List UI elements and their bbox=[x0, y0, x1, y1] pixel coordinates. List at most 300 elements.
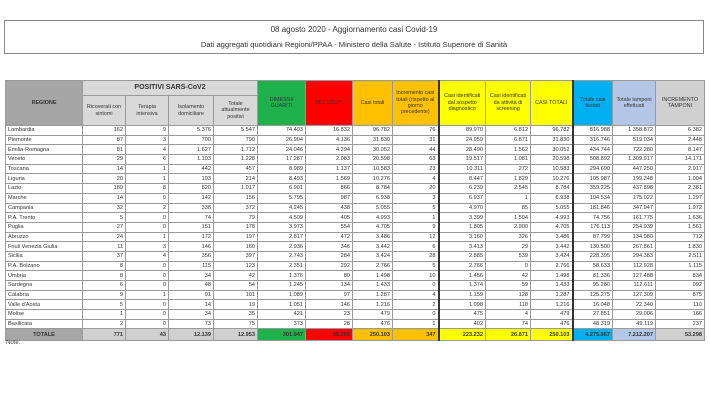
value-cell: 63 bbox=[393, 155, 439, 165]
value-cell: 476 bbox=[353, 319, 393, 329]
value-cell: 127.488 bbox=[613, 271, 656, 281]
value-cell: 373 bbox=[258, 319, 306, 329]
value-cell: 479 bbox=[353, 310, 393, 320]
value-cell: 166 bbox=[656, 310, 705, 320]
total-value-cell: 7.212.207 bbox=[613, 329, 656, 341]
value-cell: 1.498 bbox=[353, 271, 393, 281]
value-cell: 5 bbox=[83, 213, 126, 223]
value-cell: 12 bbox=[393, 232, 439, 242]
table-row bbox=[6, 232, 705, 242]
covid-regional-table bbox=[5, 80, 705, 341]
value-cell: 447.250 bbox=[613, 164, 656, 174]
value-cell: 28 bbox=[306, 319, 353, 329]
value-cell: 48 bbox=[169, 281, 214, 291]
value-cell: 8.447 bbox=[439, 174, 486, 184]
value-cell: 866 bbox=[306, 184, 353, 194]
value-cell: 228.395 bbox=[573, 251, 613, 261]
table-row bbox=[6, 271, 705, 281]
value-cell: 356 bbox=[169, 251, 214, 261]
col-header-ricoverati: Ricoverati con sintomi bbox=[83, 96, 126, 126]
table-row bbox=[6, 126, 705, 136]
value-cell: 992 bbox=[656, 281, 705, 291]
value-cell: 14 bbox=[169, 300, 214, 310]
value-cell: 1.562 bbox=[486, 145, 531, 155]
value-cell: 3 bbox=[126, 135, 169, 145]
value-cell: 127.309 bbox=[613, 290, 656, 300]
total-value-cell: 35.205 bbox=[306, 329, 353, 341]
value-cell: 74.403 bbox=[258, 126, 306, 136]
total-value-cell: 53.298 bbox=[656, 329, 705, 341]
value-cell: 1.712 bbox=[214, 145, 258, 155]
value-cell: 0 bbox=[126, 271, 169, 281]
value-cell: 2 bbox=[393, 300, 439, 310]
value-cell: 162 bbox=[83, 126, 126, 136]
value-cell: 178 bbox=[214, 222, 258, 232]
region-name-cell: P.A. Trento bbox=[6, 213, 83, 223]
value-cell: 1.374 bbox=[439, 281, 486, 291]
total-value-cell: 771 bbox=[83, 329, 126, 341]
value-cell: 294.690 bbox=[573, 164, 613, 174]
value-cell: 199.248 bbox=[613, 174, 656, 184]
value-cell: 442 bbox=[169, 164, 214, 174]
value-cell: 712 bbox=[656, 232, 705, 242]
value-cell: 1.569 bbox=[306, 174, 353, 184]
value-cell: 2.511 bbox=[656, 251, 705, 261]
value-cell: 2.900 bbox=[486, 222, 531, 232]
region-name-cell: Emilia-Romagna bbox=[6, 145, 83, 155]
value-cell: 0 bbox=[126, 213, 169, 223]
value-cell: 42 bbox=[214, 271, 258, 281]
value-cell: 160 bbox=[214, 242, 258, 252]
value-cell: 5 bbox=[393, 203, 439, 213]
value-cell: 8 bbox=[126, 184, 169, 194]
value-cell: 397 bbox=[214, 251, 258, 261]
value-cell: 816.988 bbox=[573, 126, 613, 136]
value-cell: 3.160 bbox=[439, 232, 486, 242]
value-cell: 4 bbox=[126, 251, 169, 261]
value-cell: 3.486 bbox=[531, 232, 573, 242]
value-cell: 81.336 bbox=[573, 271, 613, 281]
value-cell: 479 bbox=[531, 310, 573, 320]
value-cell: 29 bbox=[83, 155, 126, 165]
value-cell: 434.744 bbox=[573, 145, 613, 155]
col-header-totale-positivi: Totale attualmente positivi bbox=[214, 96, 258, 126]
value-cell: 6.382 bbox=[656, 126, 705, 136]
value-cell: 112.611 bbox=[613, 281, 656, 291]
col-header-deceduti: DECEDUTI bbox=[306, 81, 353, 126]
value-cell: 74 bbox=[169, 213, 214, 223]
value-cell: 125.275 bbox=[573, 290, 613, 300]
region-name-cell: Calabria bbox=[6, 290, 83, 300]
value-cell: 8 bbox=[83, 261, 126, 271]
col-header-screening: Casi identificati da attività di screening bbox=[486, 81, 531, 126]
value-cell: 118 bbox=[486, 300, 531, 310]
value-cell: 1.193 bbox=[169, 155, 214, 165]
value-cell: 1.376 bbox=[258, 271, 306, 281]
value-cell: 44 bbox=[393, 145, 439, 155]
value-cell: 181.846 bbox=[573, 203, 613, 213]
value-cell: 1 bbox=[83, 310, 126, 320]
table-row bbox=[6, 155, 705, 165]
group-header-positivi: POSITIVI SARS-CoV2 bbox=[83, 81, 258, 96]
table-body bbox=[6, 126, 705, 341]
value-cell: 2.917 bbox=[656, 164, 705, 174]
value-cell: 1 bbox=[393, 213, 439, 223]
value-cell: 316.746 bbox=[573, 135, 613, 145]
total-value-cell: 26.871 bbox=[486, 329, 531, 341]
value-cell: 1.287 bbox=[353, 290, 393, 300]
value-cell: 146 bbox=[306, 300, 353, 310]
value-cell: 1.805 bbox=[439, 222, 486, 232]
value-cell: 4.136 bbox=[306, 135, 353, 145]
value-cell: 1.297 bbox=[656, 193, 705, 203]
value-cell: 292 bbox=[306, 261, 353, 271]
value-cell: 14.171 bbox=[656, 155, 705, 165]
table-row bbox=[6, 193, 705, 203]
value-cell: 29 bbox=[486, 242, 531, 252]
value-cell: 987 bbox=[306, 193, 353, 203]
value-cell: 421 bbox=[258, 310, 306, 320]
total-value-cell: 12.139 bbox=[169, 329, 214, 341]
value-cell: 10 bbox=[393, 271, 439, 281]
value-cell: 59 bbox=[486, 281, 531, 291]
value-cell: 175.022 bbox=[613, 193, 656, 203]
value-cell: 6.938 bbox=[531, 193, 573, 203]
value-cell: 4 bbox=[393, 290, 439, 300]
value-cell: 1.004 bbox=[656, 174, 705, 184]
total-label-cell: TOTALE bbox=[6, 329, 83, 341]
table-row bbox=[6, 164, 705, 174]
value-cell: 8 bbox=[83, 271, 126, 281]
value-cell: 189 bbox=[83, 184, 126, 194]
value-cell: 1.287 bbox=[531, 290, 573, 300]
value-cell: 105.987 bbox=[573, 174, 613, 184]
col-header-casi-totali-2: CASI TOTALI bbox=[531, 81, 573, 126]
value-cell: 338 bbox=[169, 203, 214, 213]
value-cell: 85 bbox=[486, 203, 531, 213]
value-cell: 176.113 bbox=[573, 222, 613, 232]
table-row bbox=[6, 319, 705, 329]
total-value-cell: 201.947 bbox=[258, 329, 306, 341]
value-cell: 23 bbox=[306, 310, 353, 320]
value-cell: 14 bbox=[83, 193, 126, 203]
value-cell: 0 bbox=[393, 281, 439, 291]
value-cell: 87.799 bbox=[573, 232, 613, 242]
value-cell: 1 bbox=[126, 164, 169, 174]
value-cell: 1.433 bbox=[353, 281, 393, 291]
value-cell: 1 bbox=[126, 232, 169, 242]
value-cell: 28.490 bbox=[439, 145, 486, 155]
value-cell: 6.812 bbox=[486, 126, 531, 136]
total-row bbox=[6, 329, 705, 341]
region-name-cell: Molise bbox=[6, 310, 83, 320]
table-row bbox=[6, 135, 705, 145]
value-cell: 3 bbox=[393, 193, 439, 203]
region-name-cell: Lombardia bbox=[6, 126, 83, 136]
value-cell: 5.055 bbox=[353, 203, 393, 213]
value-cell: 6.938 bbox=[353, 193, 393, 203]
value-cell: 820 bbox=[169, 184, 214, 194]
value-cell: 24 bbox=[83, 232, 126, 242]
value-cell: 123 bbox=[214, 261, 258, 271]
note-label: Note: bbox=[6, 340, 21, 346]
value-cell: 17.287 bbox=[258, 155, 306, 165]
total-value-cell: 223.232 bbox=[439, 329, 486, 341]
value-cell: 4.705 bbox=[353, 222, 393, 232]
value-cell: 104.534 bbox=[573, 193, 613, 203]
value-cell: 2.766 bbox=[353, 261, 393, 271]
value-cell: 20.598 bbox=[531, 155, 573, 165]
col-header-incremento-casi: Incremento casi totali (rispetto al giorno precedente) bbox=[393, 81, 439, 126]
value-cell: 1.627 bbox=[169, 145, 214, 155]
value-cell: 5.055 bbox=[531, 203, 573, 213]
value-cell: 34 bbox=[169, 310, 214, 320]
value-cell: 3.442 bbox=[531, 242, 573, 252]
value-cell: 20 bbox=[393, 184, 439, 194]
value-cell: 1 bbox=[393, 319, 439, 329]
value-cell: 2 bbox=[83, 319, 126, 329]
value-cell: 214 bbox=[214, 174, 258, 184]
value-cell: 2.936 bbox=[258, 242, 306, 252]
value-cell: 3.399 bbox=[439, 213, 486, 223]
region-name-cell: Toscana bbox=[6, 164, 83, 174]
value-cell: 2.743 bbox=[258, 251, 306, 261]
value-cell: 437.898 bbox=[613, 184, 656, 194]
col-header-dimessi-guariti: DIMESSI/ GUARITI bbox=[258, 81, 306, 126]
value-cell: 9 bbox=[126, 126, 169, 136]
value-cell: 0 bbox=[393, 310, 439, 320]
value-cell: 1.830 bbox=[656, 242, 705, 252]
value-cell: 1 bbox=[126, 174, 169, 184]
value-cell: 3.973 bbox=[258, 222, 306, 232]
table-row bbox=[6, 310, 705, 320]
col-header-casi-testati: Totale casi testati bbox=[573, 81, 613, 126]
region-name-cell: Valle d'Aosta bbox=[6, 300, 83, 310]
value-cell: 24.959 bbox=[439, 135, 486, 145]
value-cell: 5.376 bbox=[169, 126, 214, 136]
value-cell: 6.901 bbox=[258, 184, 306, 194]
value-cell: 476 bbox=[531, 319, 573, 329]
value-cell: 1.829 bbox=[486, 174, 531, 184]
col-header-terapia-intensiva: Terapia intensiva bbox=[126, 96, 169, 126]
value-cell: 1.498 bbox=[531, 271, 573, 281]
value-cell: 34 bbox=[169, 271, 214, 281]
value-cell: 457 bbox=[214, 164, 258, 174]
value-cell: 6 bbox=[83, 281, 126, 291]
value-cell: 8.784 bbox=[353, 184, 393, 194]
value-cell: 11 bbox=[83, 242, 126, 252]
region-name-cell: Sardegna bbox=[6, 281, 83, 291]
value-cell: 1.636 bbox=[656, 213, 705, 223]
value-cell: 4 bbox=[486, 310, 531, 320]
col-header-incremento-tamponi: INCREMENTO TAMPONI bbox=[656, 81, 705, 126]
region-name-cell: Lazio bbox=[6, 184, 83, 194]
value-cell: 81 bbox=[83, 145, 126, 155]
value-cell: 4.245 bbox=[258, 203, 306, 213]
value-cell: 1.216 bbox=[531, 300, 573, 310]
value-cell: 2.448 bbox=[656, 135, 705, 145]
value-cell: 272 bbox=[486, 164, 531, 174]
value-cell: 19.517 bbox=[439, 155, 486, 165]
value-cell: 2.885 bbox=[439, 251, 486, 261]
value-cell: 146 bbox=[169, 242, 214, 252]
value-cell: 20.598 bbox=[353, 155, 393, 165]
total-value-cell: 12.953 bbox=[214, 329, 258, 341]
value-cell: 24.046 bbox=[258, 145, 306, 155]
report-title: 08 agosto 2020 - Aggiornamento casi Covid-19 bbox=[270, 25, 438, 34]
value-cell: 875 bbox=[656, 290, 705, 300]
table-row bbox=[6, 242, 705, 252]
value-cell: 87 bbox=[83, 135, 126, 145]
value-cell: 31 bbox=[393, 135, 439, 145]
value-cell: 172 bbox=[169, 232, 214, 242]
value-cell: 0 bbox=[126, 300, 169, 310]
value-cell: 1.433 bbox=[531, 281, 573, 291]
value-cell: 130.500 bbox=[573, 242, 613, 252]
value-cell: 2.351 bbox=[258, 261, 306, 271]
region-name-cell: Liguria bbox=[6, 174, 83, 184]
report-title-box bbox=[4, 20, 704, 54]
value-cell: 346 bbox=[306, 242, 353, 252]
value-cell: 539 bbox=[486, 251, 531, 261]
value-cell: 347.947 bbox=[613, 203, 656, 213]
value-cell: 4 bbox=[393, 174, 439, 184]
value-cell: 9 bbox=[393, 222, 439, 232]
region-name-cell: Umbria bbox=[6, 271, 83, 281]
col-header-tamponi: Totale tamponi effettuati bbox=[613, 81, 656, 126]
table-row bbox=[6, 261, 705, 271]
value-cell: 508.892 bbox=[573, 155, 613, 165]
table-row bbox=[6, 300, 705, 310]
value-cell: 193 bbox=[169, 174, 214, 184]
value-cell: 2.381 bbox=[656, 184, 705, 194]
region-name-cell: Marche bbox=[6, 193, 83, 203]
value-cell: 49.119 bbox=[613, 319, 656, 329]
value-cell: 8.784 bbox=[531, 184, 573, 194]
value-cell: 359.225 bbox=[573, 184, 613, 194]
value-cell: 0 bbox=[126, 281, 169, 291]
value-cell: 28 bbox=[393, 251, 439, 261]
value-cell: 96.782 bbox=[353, 126, 393, 136]
value-cell: 6 bbox=[126, 155, 169, 165]
value-cell: 16.048 bbox=[573, 300, 613, 310]
table-row bbox=[6, 213, 705, 223]
value-cell: 73 bbox=[169, 319, 214, 329]
report-subtitle: Dati aggregati quotidiani Regioni/PPAA - Ministero della Salute - Istituto Superiore di Sanità bbox=[200, 40, 508, 49]
value-cell: 294.383 bbox=[613, 251, 656, 261]
value-cell: 0 bbox=[126, 310, 169, 320]
value-cell: 700 bbox=[169, 135, 214, 145]
value-cell: 30.052 bbox=[353, 145, 393, 155]
value-cell: 10.276 bbox=[531, 174, 573, 184]
value-cell: 31.830 bbox=[353, 135, 393, 145]
value-cell: 237 bbox=[656, 319, 705, 329]
value-cell: 142 bbox=[169, 193, 214, 203]
value-cell: 4.294 bbox=[306, 145, 353, 155]
value-cell: 1.089 bbox=[258, 290, 306, 300]
region-name-cell: Veneto bbox=[6, 155, 83, 165]
value-cell: 1.216 bbox=[353, 300, 393, 310]
value-cell: 32 bbox=[83, 203, 126, 213]
col-header-sospetto-diagnostico: Casi identificati dal sospetto diagnostico bbox=[439, 81, 486, 126]
total-value-cell: 250.103 bbox=[531, 329, 573, 341]
value-cell: 30.052 bbox=[531, 145, 573, 155]
value-cell: 128 bbox=[486, 290, 531, 300]
value-cell: 1.098 bbox=[439, 300, 486, 310]
total-value-cell: 43 bbox=[126, 329, 169, 341]
value-cell: 0 bbox=[126, 222, 169, 232]
value-cell: 438 bbox=[306, 203, 353, 213]
value-cell: 91 bbox=[169, 290, 214, 300]
region-name-cell: Piemonte bbox=[6, 135, 83, 145]
value-cell: 5.795 bbox=[258, 193, 306, 203]
value-cell: 95.280 bbox=[573, 281, 613, 291]
value-cell: 2.766 bbox=[531, 261, 573, 271]
value-cell: 8.147 bbox=[656, 145, 705, 155]
value-cell: 35 bbox=[214, 310, 258, 320]
table-row bbox=[6, 145, 705, 155]
value-cell: 6.871 bbox=[486, 135, 531, 145]
value-cell: 1.972 bbox=[656, 203, 705, 213]
value-cell: 3.442 bbox=[353, 242, 393, 252]
value-cell: 110 bbox=[656, 300, 705, 310]
value-cell: 76 bbox=[393, 126, 439, 136]
value-cell: 1.456 bbox=[439, 271, 486, 281]
value-cell: 96.782 bbox=[531, 126, 573, 136]
value-cell: 48.319 bbox=[573, 319, 613, 329]
region-name-cell: Campania bbox=[6, 203, 83, 213]
value-cell: 19 bbox=[214, 300, 258, 310]
value-cell: 31.830 bbox=[531, 135, 573, 145]
value-cell: 197 bbox=[214, 232, 258, 242]
value-cell: 10.276 bbox=[353, 174, 393, 184]
region-name-cell: Sicilia bbox=[6, 251, 83, 261]
col-header-casi-totali: Casi totali bbox=[353, 81, 393, 126]
value-cell: 23 bbox=[393, 164, 439, 174]
value-cell: 1.561 bbox=[656, 222, 705, 232]
value-cell: 161.775 bbox=[613, 213, 656, 223]
value-cell: 284 bbox=[306, 251, 353, 261]
region-name-cell: Abruzzo bbox=[6, 232, 83, 242]
value-cell: 101 bbox=[214, 290, 258, 300]
value-cell: 5 bbox=[83, 300, 126, 310]
value-cell: 3.486 bbox=[353, 232, 393, 242]
value-cell: 1.051 bbox=[258, 300, 306, 310]
region-name-cell: Basilicata bbox=[6, 319, 83, 329]
value-cell: 0 bbox=[486, 261, 531, 271]
value-cell: 1 bbox=[486, 193, 531, 203]
value-cell: 10.583 bbox=[531, 164, 573, 174]
value-cell: 27 bbox=[83, 222, 126, 232]
value-cell: 80 bbox=[306, 271, 353, 281]
total-value-cell: 250.103 bbox=[353, 329, 393, 341]
value-cell: 475 bbox=[439, 310, 486, 320]
value-cell: 1.245 bbox=[258, 281, 306, 291]
value-cell: 402 bbox=[439, 319, 486, 329]
value-cell: 151 bbox=[169, 222, 214, 232]
value-cell: 37 bbox=[83, 251, 126, 261]
value-cell: 267.861 bbox=[613, 242, 656, 252]
value-cell: 372 bbox=[214, 203, 258, 213]
value-cell: 10.583 bbox=[353, 164, 393, 174]
value-cell: 5.547 bbox=[214, 126, 258, 136]
value-cell: 8.989 bbox=[258, 164, 306, 174]
value-cell: 29.006 bbox=[613, 310, 656, 320]
value-cell: 2.545 bbox=[486, 184, 531, 194]
region-name-cell: Puglia bbox=[6, 222, 83, 232]
value-cell: 1.309.917 bbox=[613, 155, 656, 165]
value-cell: 42 bbox=[486, 271, 531, 281]
